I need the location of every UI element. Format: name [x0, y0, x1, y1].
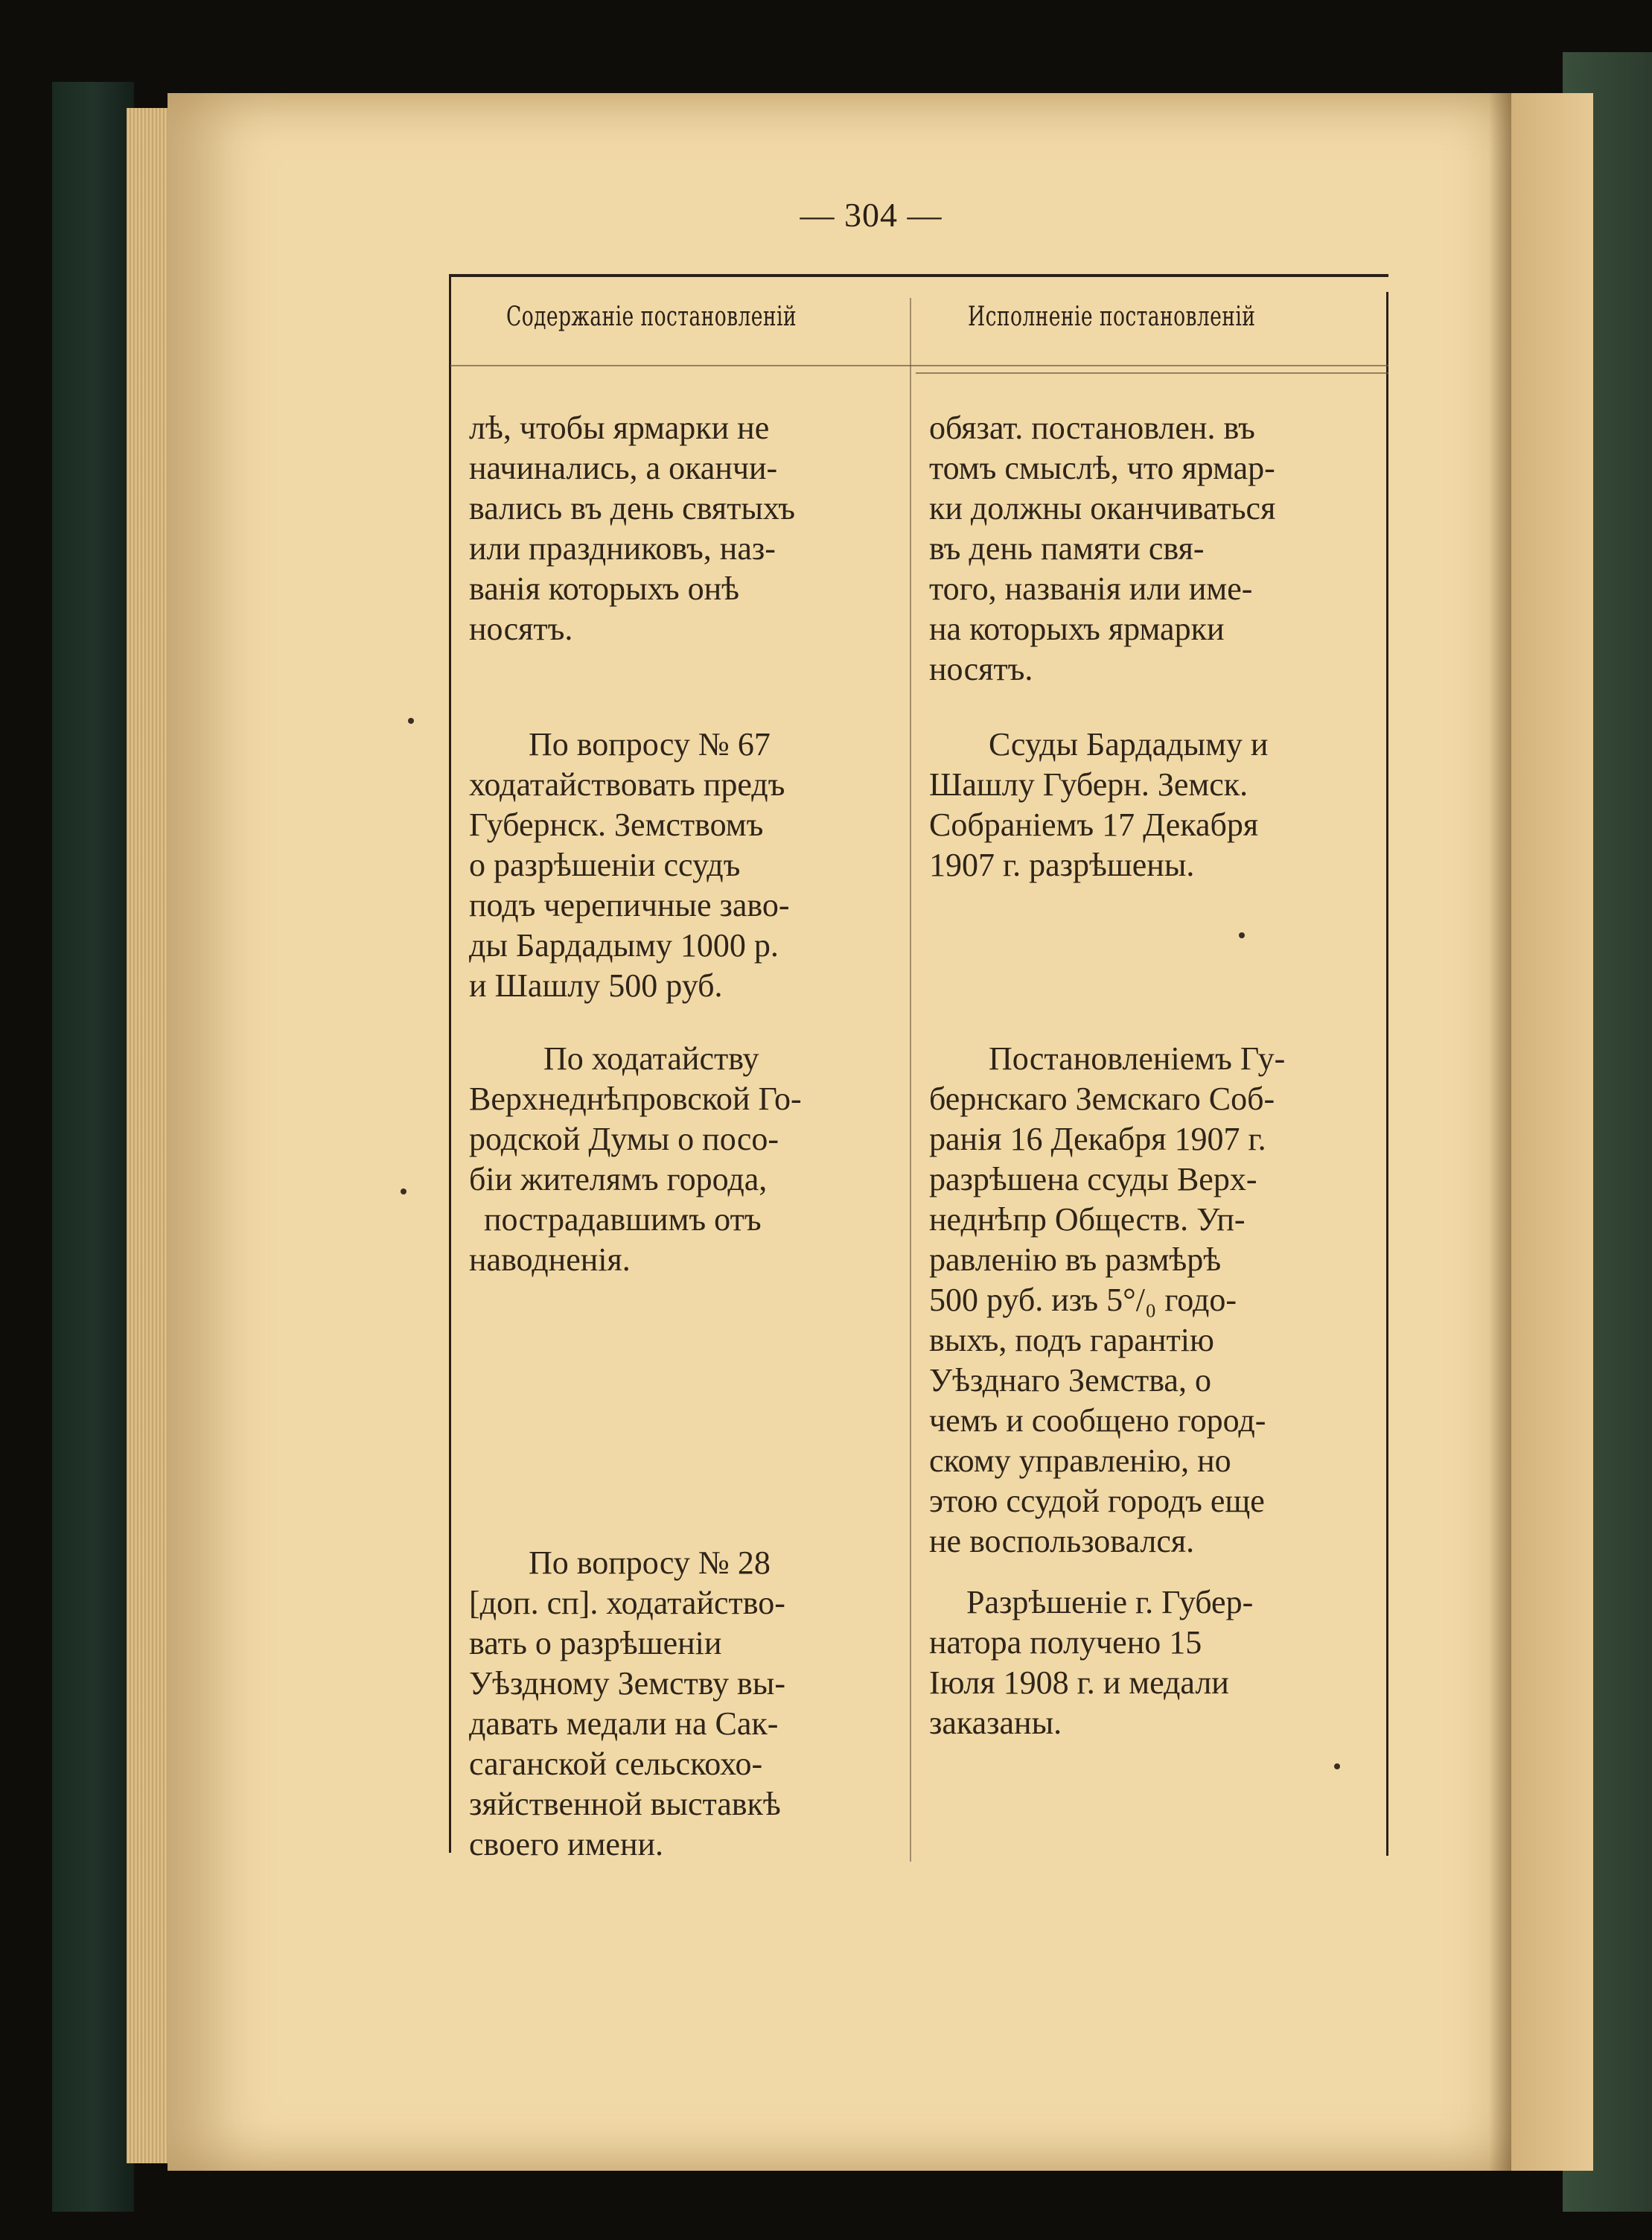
text-line: не воспользовался.: [929, 1523, 1195, 1559]
right-paragraph-1: [929, 408, 1368, 690]
speck-mark: [408, 718, 414, 724]
book-spine: [52, 82, 134, 2212]
text-line: наводненія.: [469, 1241, 631, 1278]
text-line: и Шашлу 500 руб.: [469, 967, 723, 1004]
text-line: біи жителямъ города,: [469, 1161, 768, 1197]
table-left-rule: [449, 274, 451, 1853]
table-top-rule: [450, 274, 1388, 277]
text-line: [доп. сп]. ходатайство-: [469, 1585, 785, 1621]
text-line: Верхнеднѣпровской Го-: [469, 1081, 802, 1117]
left-paragraph-1: [469, 408, 886, 649]
text-line: томъ смыслѣ, что ярмар-: [929, 450, 1275, 486]
text-line: этою ссудой городъ еще: [929, 1483, 1265, 1519]
text-line: ранія 16 Декабря 1907 г.: [929, 1121, 1266, 1157]
text-line: Уѣзднаго Земства, о: [929, 1362, 1211, 1399]
header-rule-double: [916, 372, 1388, 374]
text-line: выхъ, подъ гарантію: [929, 1322, 1214, 1358]
text-line: заказаны.: [929, 1705, 1062, 1741]
text-line: носятъ.: [469, 611, 573, 647]
text-line: своего имени.: [469, 1826, 664, 1862]
text-line: Ссуды Бардадыму и: [989, 726, 1269, 763]
left-paragraph-4: [469, 1543, 886, 1865]
text-line: ходатайствовать предъ: [469, 766, 785, 803]
speck-mark: [401, 1189, 406, 1194]
text-line: 1907 г. разрѣшены.: [929, 847, 1195, 883]
text-line: саганской сельскохо-: [469, 1746, 763, 1782]
text-line: о разрѣшеніи ссудъ: [469, 847, 741, 883]
text-line: обязат. постановлен. въ: [929, 410, 1255, 446]
text-line: Собраніемъ 17 Декабря: [929, 806, 1259, 843]
text-line: вались въ день святыхъ: [469, 490, 796, 526]
text-line: на которыхъ ярмарки: [929, 611, 1225, 647]
text-line: По вопросу № 28: [529, 1544, 771, 1581]
header-rule: [450, 365, 1388, 366]
text-line: родской Думы о посо-: [469, 1121, 779, 1157]
text-line: пострадавшимъ отъ: [484, 1201, 762, 1238]
right-paragraph-3: [929, 1039, 1368, 1562]
column-header-content: Содержаніе постановленій: [506, 302, 797, 332]
text-line: начинались, а оканчи-: [469, 450, 778, 486]
right-paragraph-4: [929, 1582, 1368, 1743]
text-line: По вопросу № 67: [529, 726, 771, 763]
table-right-rule: [1386, 292, 1388, 1856]
text-line: натора получено 15: [929, 1624, 1202, 1661]
text-line: Губернск. Земствомъ: [469, 806, 764, 843]
text-line: разрѣшена ссуды Верх-: [929, 1161, 1257, 1197]
page-number: — 304 —: [800, 196, 943, 234]
text-line: ки должны оканчиваться: [929, 490, 1276, 526]
column-header-execution: Исполненіе постановленій: [968, 302, 1256, 332]
text-line: равленію въ размѣрѣ: [929, 1241, 1222, 1278]
text-line: скому управленію, но: [929, 1442, 1231, 1479]
text-line: чемъ и сообщено город-: [929, 1402, 1266, 1439]
text-line: подъ черепичные заво-: [469, 887, 790, 923]
text-line: бернскаго Земскаго Соб-: [929, 1081, 1275, 1117]
table-column-divider: [910, 298, 911, 1862]
text-line: вать о разрѣшеніи: [469, 1625, 722, 1661]
left-paragraph-2: [469, 725, 886, 1006]
text-line: По ходатайству: [543, 1040, 759, 1077]
text-line: неднѣпр Обществ. Уп-: [929, 1201, 1246, 1238]
text-line: Постановленіемъ Гу-: [989, 1040, 1286, 1077]
speck-mark: [1334, 1763, 1340, 1769]
text-line: носятъ.: [929, 651, 1033, 687]
text-line: въ день памяти свя-: [929, 530, 1205, 567]
text-line: давать медали на Сак-: [469, 1705, 779, 1742]
speck-mark: [1239, 932, 1245, 938]
text-line: 500 руб. изъ 5°/₀ годо-: [929, 1282, 1237, 1318]
text-line: ды Бардадыму 1000 р.: [469, 927, 779, 964]
text-line: Шашлу Губерн. Земск.: [929, 766, 1248, 803]
facing-page-edge: [1511, 93, 1593, 2171]
left-paragraph-3: [469, 1039, 886, 1280]
text-line: зяйственной выставкѣ: [469, 1786, 781, 1822]
text-line: лѣ, чтобы ярмарки не: [469, 410, 770, 446]
text-line: Іюля 1908 г. и медали: [929, 1664, 1229, 1701]
text-line: Разрѣшеніе г. Губер-: [966, 1584, 1254, 1620]
text-line: ванія которыхъ онѣ: [469, 570, 740, 607]
text-line: Уѣздному Земству вы-: [469, 1665, 786, 1702]
right-paragraph-2: [929, 725, 1368, 885]
text-line: или праздниковъ, наз-: [469, 530, 776, 567]
text-line: того, названія или име-: [929, 570, 1253, 607]
